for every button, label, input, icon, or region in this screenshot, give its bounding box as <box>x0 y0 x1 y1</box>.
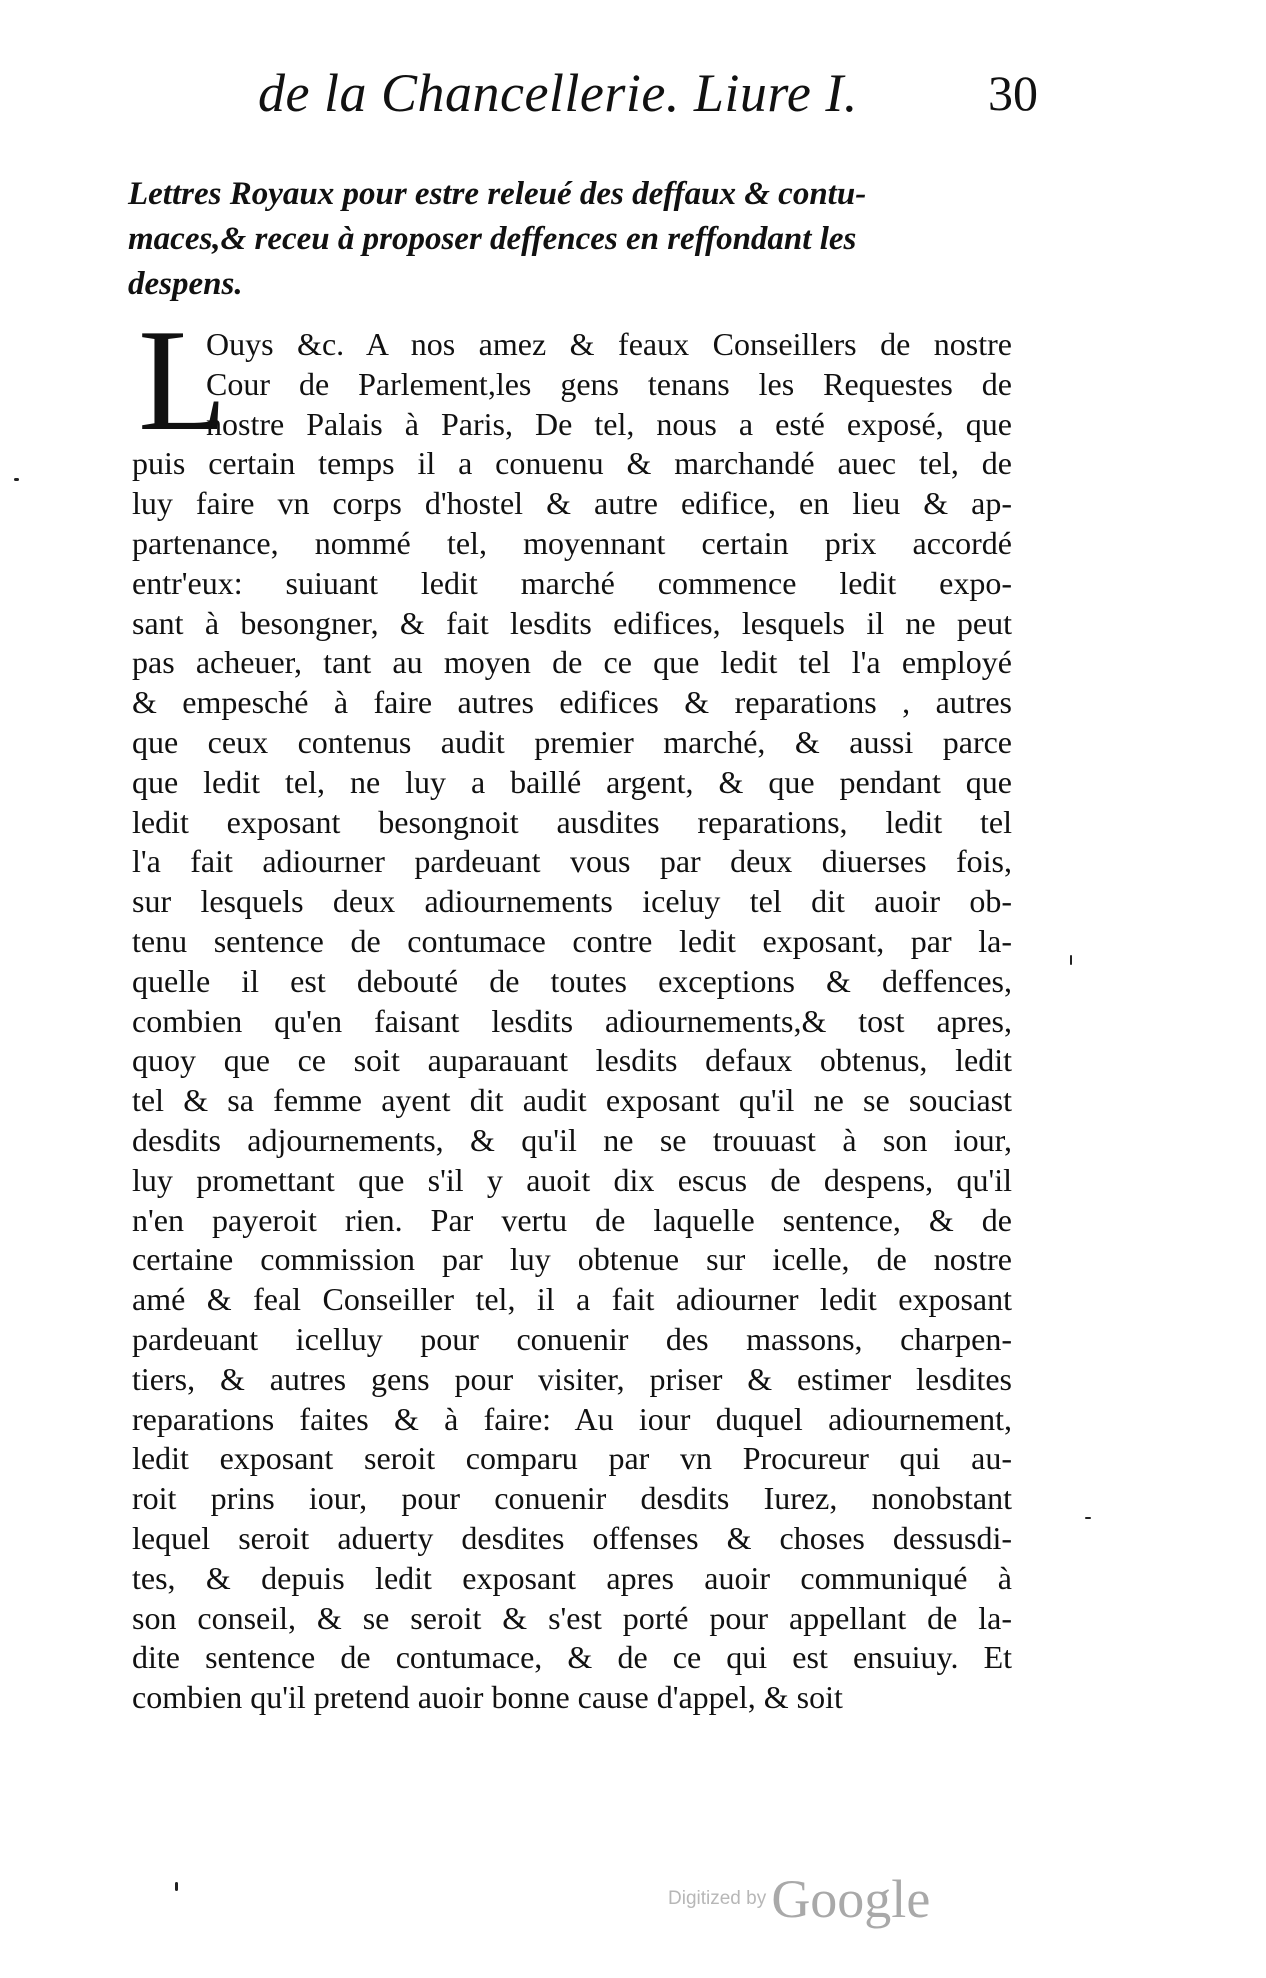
scan-speck <box>1070 955 1072 965</box>
running-title: de la Chancellerie. Liure I. <box>258 63 858 123</box>
text-line: quelle il est debouté de toutes exceptions & deffences, <box>132 962 1012 999</box>
heading-line: maces,& receu à proposer deffences en reffondant les <box>128 221 857 257</box>
text-line: reparations faites & à faire: Au iour duquel adiournement, <box>132 1400 1012 1437</box>
heading-line: Lettres Royaux pour estre releué des deffaux & contu- <box>128 176 867 212</box>
scan-speck <box>1085 1517 1091 1519</box>
text-line: & empesché à faire autres edifices & reparations , autres <box>132 684 1012 721</box>
text-line: pas acheuer, tant au moyen de ce que ledit tel l'a employé <box>132 644 1012 681</box>
text-line: Cour de Parlement,les gens tenans les Requestes de <box>206 365 1012 402</box>
text-line: luy promettant que s'il y auoit dix escus de despens, qu'il <box>132 1161 1012 1198</box>
text-line: partenance, nommé tel, moyennant certain prix accordé <box>132 524 1012 561</box>
text-line: tiers, & autres gens pour visiter, priser & estimer lesdites <box>132 1360 1012 1397</box>
text-line: que ceux contenus audit premier marché, & aussi parce <box>132 723 1012 760</box>
text-line: ledit exposant seroit comparu par vn Procureur qui au- <box>132 1440 1012 1477</box>
watermark-brand: Google <box>771 1869 931 1929</box>
text-line: luy faire vn corps d'hostel & autre edifice, en lieu & ap- <box>132 485 1012 522</box>
text-line: tel & sa femme ayent dit audit exposant qu'il ne se souciast <box>132 1082 1012 1119</box>
text-line: puis certain temps il a conuenu & marchandé auec tel, de <box>132 445 1012 482</box>
text-line: quoy que ce soit auparauant lesdits defaux obtenus, ledit <box>132 1042 1012 1079</box>
text-line: sant à besongner, & fait lesdits edifices, lesquels il ne peut <box>132 604 1012 641</box>
section-heading <box>128 172 1028 307</box>
text-line: pardeuant icelluy pour conuenir des massons, charpen- <box>132 1320 1012 1357</box>
scan-speck <box>175 1882 178 1891</box>
text-line: lequel seroit aduerty desdites offenses & choses dessusdi- <box>132 1519 1012 1556</box>
text-line: son conseil, & se seroit & s'est porté pour appellant de la- <box>132 1599 1012 1636</box>
text-line: l'a fait adiourner pardeuant vous par deux diuerses fois, <box>132 843 1012 880</box>
watermark-prefix: Digitized by <box>668 1888 767 1909</box>
text-line: nostre Palais à Paris, De tel, nous a esté exposé, que <box>206 405 1012 442</box>
running-head <box>258 62 1038 142</box>
text-line: roit prins iour, pour conuenir desdits Iurez, nonobstant <box>132 1480 1012 1517</box>
drop-cap: L <box>138 299 228 461</box>
text-line: Ouys &c. A nos amez & feaux Conseillers de nostre <box>206 326 1012 362</box>
text-line: que ledit tel, ne luy a baillé argent, & que pendant que <box>132 763 1012 800</box>
scan-speck <box>14 478 19 481</box>
body-text <box>132 325 1012 1718</box>
text-line: n'en payeroit rien. Par vertu de laquelle sentence, & de <box>132 1201 1012 1238</box>
text-line: certaine commission par luy obtenue sur icelle, de nostre <box>132 1241 1012 1278</box>
text-line: entr'eux: suiuant ledit marché commence ledit expo- <box>132 564 1012 601</box>
digitized-watermark <box>668 1868 930 1928</box>
text-line: combien qu'il pretend auoir bonne cause d'appel, & soit <box>132 1679 843 1716</box>
text-line: ledit exposant besongnoit ausdites reparations, ledit tel <box>132 803 1012 840</box>
text-line: sur lesquels deux adiournements iceluy tel dit auoir ob- <box>132 883 1012 920</box>
page-number: 30 <box>988 65 1038 121</box>
text-line: tenu sentence de contumace contre ledit exposant, par la- <box>132 922 1012 959</box>
text-line: amé & feal Conseiller tel, il a fait adiourner ledit exposant <box>132 1281 1012 1318</box>
text-line: tes, & depuis ledit exposant apres auoir communiqué à <box>132 1559 1012 1596</box>
text-line: desdits adjournements, & qu'il ne se trouuast à son iour, <box>132 1121 1012 1158</box>
text-line: dite sentence de contumace, & de ce qui est ensuiuy. Et <box>132 1639 1012 1676</box>
text-line: combien qu'en faisant lesdits adiournements,& tost apres, <box>132 1002 1012 1039</box>
heading-line: despens. <box>128 266 243 302</box>
